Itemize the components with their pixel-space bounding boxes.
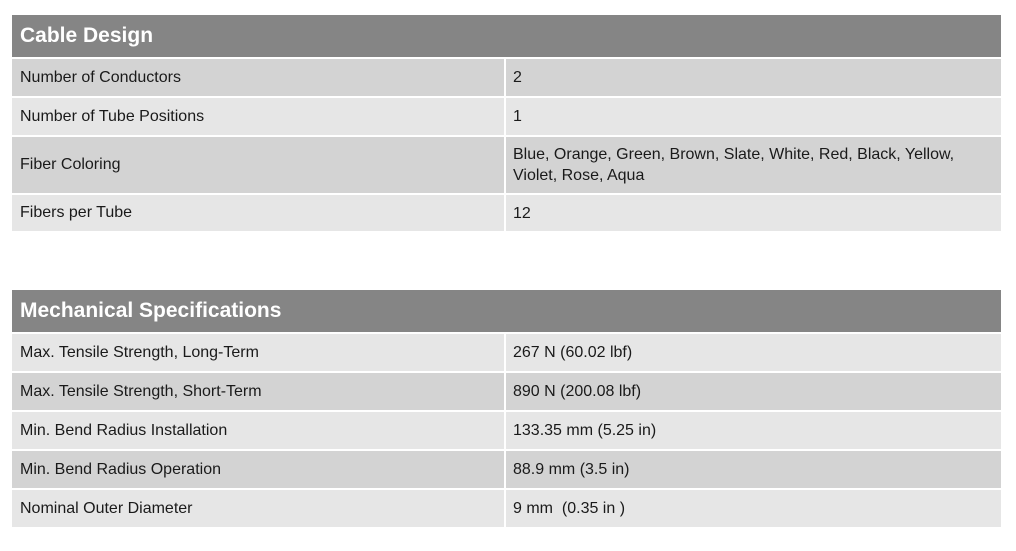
spec-value: 2 [506,59,1001,96]
spec-value: 12 [506,195,1001,231]
spec-label: Number of Conductors [12,59,504,96]
mechanical-specifications-table [12,290,1001,529]
spec-value: 1 [506,98,1001,135]
spec-label: Nominal Outer Diameter [12,490,504,527]
table-row [12,490,1001,527]
cable-design-table [12,15,1001,233]
table-row [12,59,1001,96]
table-row [12,412,1001,449]
table-row [12,195,1001,231]
spec-label: Fibers per Tube [12,195,504,231]
spec-value: Blue, Orange, Green, Brown, Slate, White, Red, Black, Yellow, Violet, Rose, Aqua [506,137,1001,193]
spec-label: Fiber Coloring [12,137,504,193]
table-row [12,334,1001,371]
spec-value: 88.9 mm (3.5 in) [506,451,1001,488]
spec-value: 267 N (60.02 lbf) [506,334,1001,371]
cable-design-title: Cable Design [12,15,1001,57]
table-row [12,98,1001,135]
spec-label: Min. Bend Radius Installation [12,412,504,449]
table-row [12,451,1001,488]
spec-label: Max. Tensile Strength, Short-Term [12,373,504,410]
table-row [12,137,1001,193]
spec-value: 9 mm (0.35 in ) [506,490,1001,527]
spec-label: Max. Tensile Strength, Long-Term [12,334,504,371]
table-row [12,373,1001,410]
spec-value: 133.35 mm (5.25 in) [506,412,1001,449]
mechanical-specifications-title: Mechanical Specifications [12,290,1001,332]
spec-value: 890 N (200.08 lbf) [506,373,1001,410]
spec-label: Min. Bend Radius Operation [12,451,504,488]
spec-label: Number of Tube Positions [12,98,504,135]
